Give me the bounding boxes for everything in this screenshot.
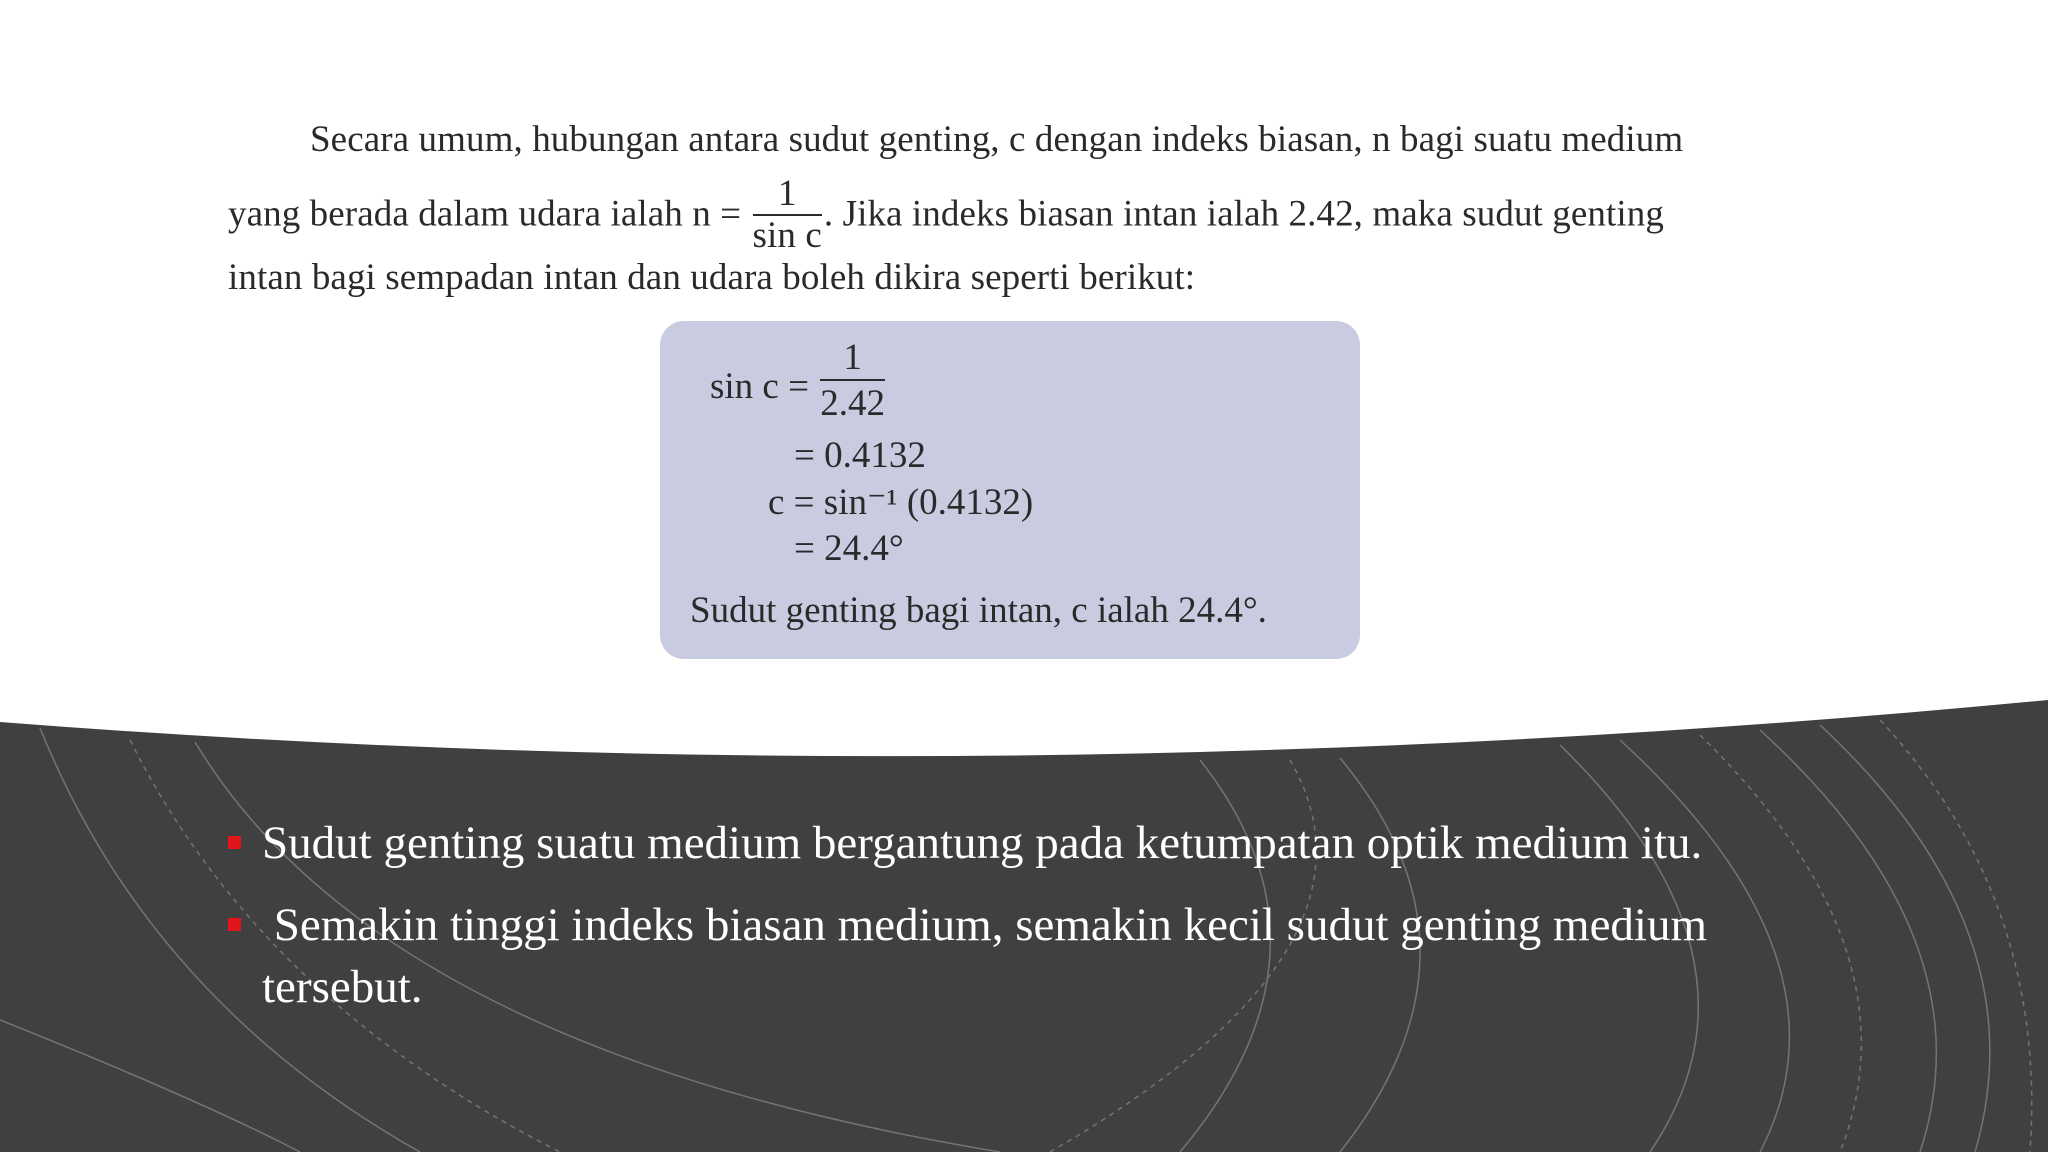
calc-step-1-numerator: 1 [820,337,885,381]
calc-step-1-denominator: 2.42 [820,383,885,424]
calc-conclusion: Sudut genting bagi intan, c ialah 24.4°. [690,590,1267,631]
bullet-text-2: Semakin tinggi indeks biasan medium, semakin kecil sudut genting medium tersebut. [262,899,1719,1013]
calc-step-1-lhs: sin c = [710,366,809,408]
calculation-box [660,321,1360,659]
calc-step-1 [710,337,887,427]
formula-denominator: sin c [752,215,822,256]
formula-numerator: 1 [753,174,822,216]
paragraph-line-3: intan bagi sempadan intan dan udara boleh dikira seperti berikut: [228,257,1196,298]
bullet-list [228,812,1928,1038]
paragraph-line-2-suffix: . Jika indeks biasan intan ialah 2.42, maka sudut genting [823,193,1664,235]
critical-angle-formula [753,174,822,256]
calc-step-1-fraction [820,337,885,427]
bullet-text-1: Sudut genting suatu medium bergantung pada ketumpatan optik medium itu. [262,817,1703,869]
paragraph-line-1: Secara umum, hubungan antara sudut genting, c dengan indeks biasan, n bagi suatu medium [310,119,1684,160]
bullet-item-2 [228,894,1928,1018]
paragraph-line-2-prefix: yang berada dalam udara ialah n = [228,193,742,235]
calc-step-3: c = sin⁻¹ (0.4132) [768,482,1034,523]
paragraph-line-2 [228,173,1664,258]
calc-step-2: = 0.4132 [794,435,926,476]
calc-step-4: = 24.4° [794,528,904,569]
bullet-marker-icon [228,918,241,931]
bullet-item-1 [228,812,1928,874]
bullet-marker-icon [228,836,241,849]
